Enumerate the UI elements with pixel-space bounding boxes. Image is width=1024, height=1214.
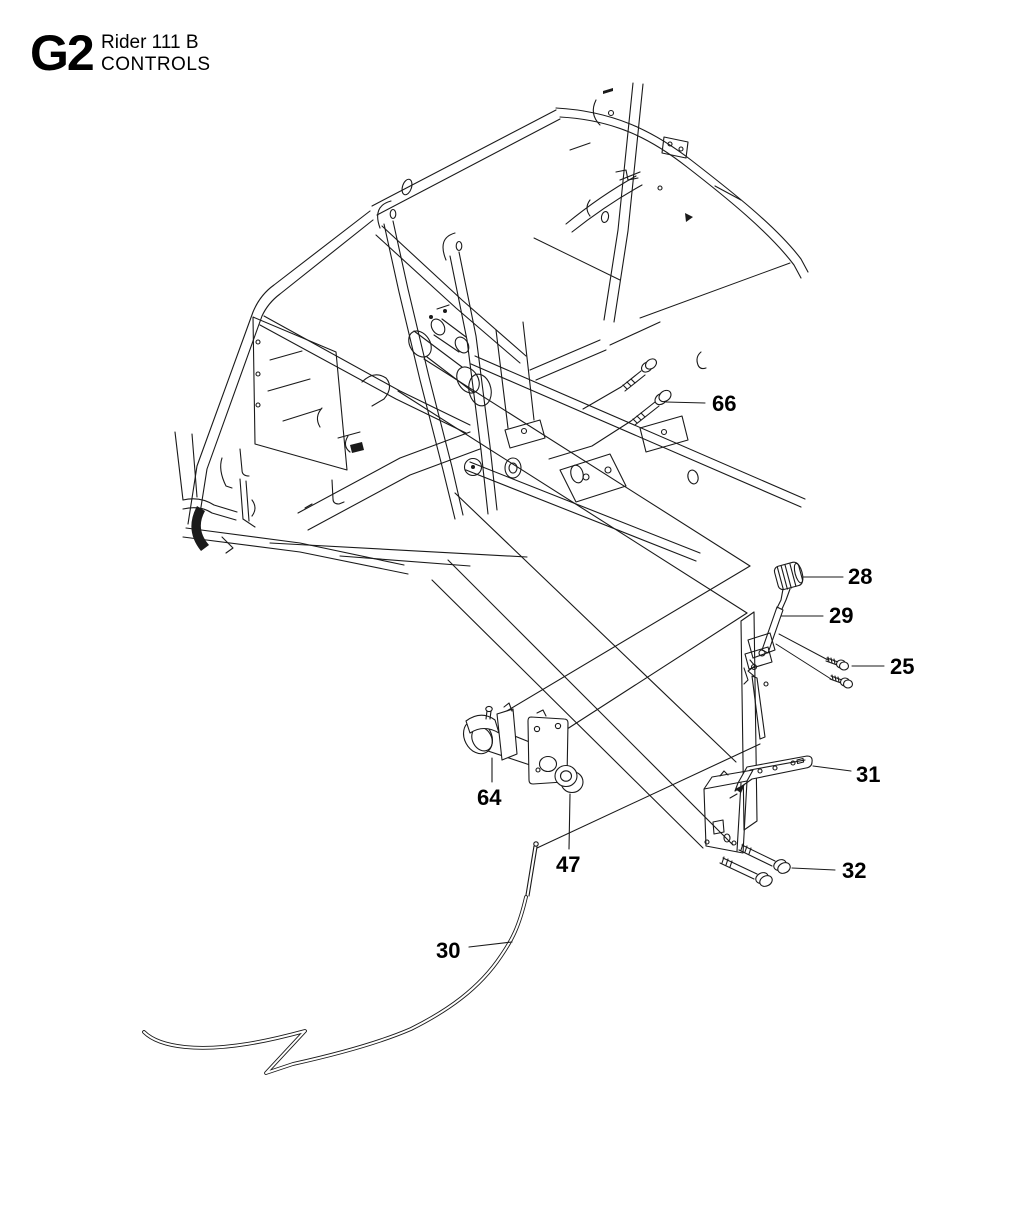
callout-66: 66 xyxy=(712,391,737,416)
frame-illustration xyxy=(175,83,808,574)
callout-47: 47 xyxy=(556,852,581,877)
throttle-cable-30 xyxy=(144,897,526,1073)
cable-end-pin xyxy=(526,842,538,896)
callout-32: 32 xyxy=(842,858,867,883)
shaft-end-cap-64 xyxy=(458,703,517,760)
locator-lines xyxy=(398,359,760,848)
callout-25: 25 xyxy=(890,654,915,679)
callout-31: 31 xyxy=(856,762,881,787)
section-code: G2 xyxy=(30,25,93,81)
section-title: CONTROLS xyxy=(101,54,211,75)
callout-64: 64 xyxy=(477,785,502,810)
callout-30: 30 xyxy=(436,938,461,963)
throttle-knob-28 xyxy=(773,561,805,592)
model-name: Rider 111 B xyxy=(101,32,199,53)
callout-28: 28 xyxy=(848,564,873,589)
screws-25 xyxy=(776,634,853,688)
throttle-lever-29 xyxy=(744,589,790,739)
bushing-47 xyxy=(555,766,583,793)
throttle-lever-assembly xyxy=(741,561,853,830)
mounting-bolts-66 xyxy=(621,357,673,425)
callout-29: 29 xyxy=(829,603,854,628)
